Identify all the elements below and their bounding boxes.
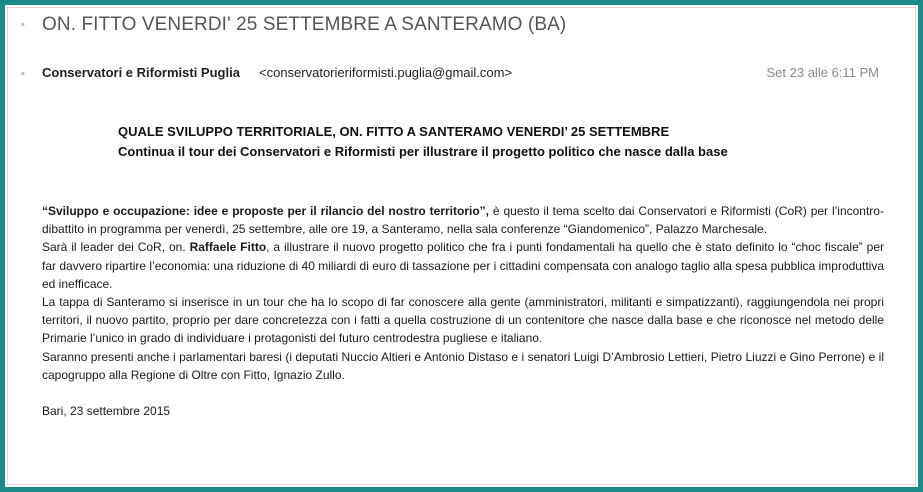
sender-name[interactable]: Conservatori e Riformisti Puglia <box>42 65 240 80</box>
body-text: è questo il tema scelto dai Conservatori e Riformisti (CoR) per l’incontro-dibattito in programma per venerdì, 25 settembre, alle ore 19, a Santeramo, nella sala conferenze “Giandomenico”, Palazzo Marchesale. <box>42 204 884 237</box>
body-paragraph: La tappa di Santeramo si inserisce in un tour che ha lo scopo di far conoscere alla gente (amministratori, militanti e simpatizzanti), raggiungendola nei propri territori, il nuovo partito, proprio per dare concretezza con i fatti a quella costruzione di un contenitore che nasce dalla base e che riconosce nel metodo delle Primarie l’unico in grado di individuare i protagonisti del futuro centrodestra pugliese e italiano. <box>42 295 884 346</box>
body-paragraph <box>42 238 884 293</box>
email-header <box>8 62 915 86</box>
body-signoff: Bari, 23 settembre 2015 <box>42 404 171 419</box>
email-headline <box>118 122 728 162</box>
email-view <box>7 7 916 485</box>
headline-title: QUALE SVILUPPO TERRITORIALE, ON. FITTO A SANTERAMO VENERDI’ 25 SETTEMBRE <box>118 124 670 139</box>
body-text: , a illustrare il nuovo progetto politico che fra i punti fondamentali ha quello che è stato definito lo “choc fiscale” per far davvero ripartire l’economia: una riduzione di 40 miliardi di euro di tassazione per i cittadini compensata con analogo taglio alla spesa pubblica improduttiva ed inefficace. <box>42 240 884 291</box>
bullet-icon: ▪ <box>21 19 25 31</box>
email-date: Set 23 alle 6:11 PM <box>766 65 879 80</box>
body-paragraph <box>42 202 884 238</box>
email-subject: ON. FITTO VENERDI' 25 SETTEMBRE A SANTERAMO (BA) <box>42 14 567 35</box>
body-bold-lead: “Sviluppo e occupazione: idee e proposte per il rilancio del nostro territorio”, <box>42 204 489 218</box>
headline-subtitle: Continua il tour dei Conservatori e Riformisti per illustrare il progetto politico che nasce dalla base <box>118 144 728 159</box>
sender-email[interactable]: <conservatorieriformisti.puglia@gmail.com> <box>259 65 513 80</box>
subject-row <box>8 8 915 44</box>
email-body <box>42 202 884 420</box>
body-bold-name: Raffaele Fitto <box>189 240 267 255</box>
body-paragraph: Saranno presenti anche i parlamentari baresi (i deputati Nuccio Altieri e Antonio Distaso e i senatori Luigi D’Ambrosio Lettieri, Pietro Liuzzi e Gino Perrone) e il capogruppo alla Regione di Oltre con Fitto, Ignazio Zullo. <box>42 349 884 382</box>
bullet-icon: ▪ <box>21 68 25 80</box>
body-text: Sarà il leader dei CoR, on. <box>42 240 190 255</box>
